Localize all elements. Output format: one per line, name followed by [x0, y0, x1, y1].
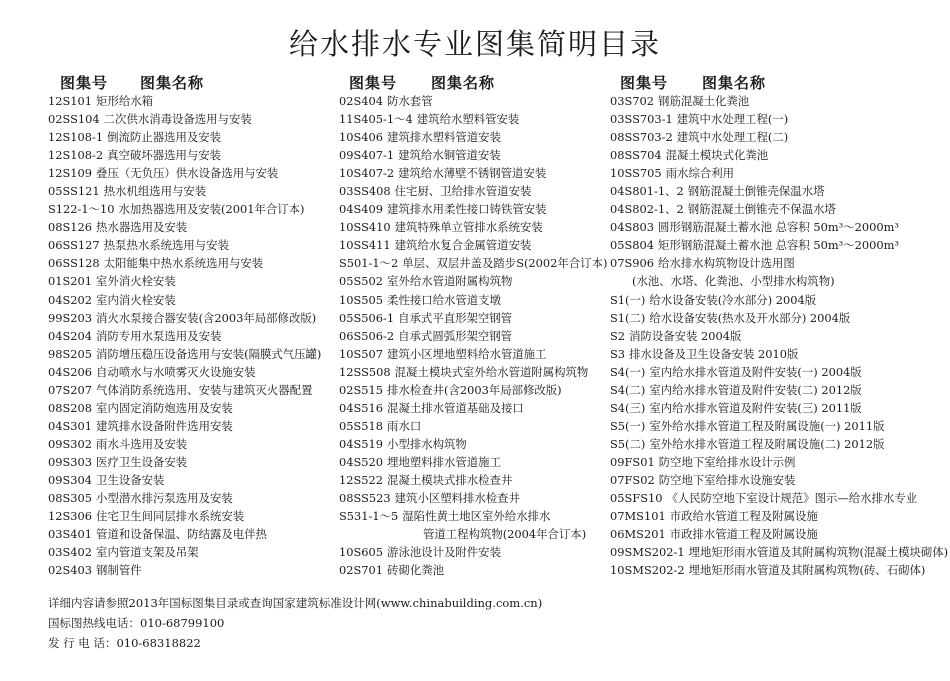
catalog-entry: [339, 327, 609, 345]
atlas-name: 柔性接口给水管道支墩: [387, 292, 501, 307]
atlas-number: 08SS703-2: [610, 130, 673, 145]
atlas-name: 钢筋混凝土倒锥壳不保温水塔: [687, 202, 836, 217]
atlas-number: 07MS101: [610, 509, 666, 524]
atlas-number: 09FS01: [610, 454, 655, 469]
header-name: 图集名称: [431, 74, 496, 92]
atlas-name: 室外给水排水管道工程及附属设施(一) 2011版: [649, 418, 885, 433]
atlas-number: S5(二): [610, 436, 646, 451]
atlas-name: 热泵热水系统选用与安装: [103, 238, 229, 253]
atlas-name: 埋地塑料排水管道施工: [387, 454, 501, 469]
catalog-entry: [339, 507, 609, 543]
atlas-name: 建筑排水设备附件选用安装: [96, 418, 233, 433]
catalog-entry: [339, 345, 609, 363]
catalog-entry: [339, 254, 609, 272]
atlas-number: 98S205: [48, 346, 93, 361]
atlas-name: 住宅卫生间同层排水系统安装: [96, 509, 245, 524]
atlas-name: 市政排水管道工程及附属设施: [669, 527, 818, 542]
atlas-name: 建筑小区埋地塑料给水管道施工: [387, 346, 547, 361]
atlas-number: 09S304: [48, 472, 93, 487]
atlas-number: 11S405-1～4: [339, 112, 413, 127]
atlas-number: S4(三): [610, 400, 646, 415]
catalog-entry: [48, 471, 333, 489]
atlas-number: 04S202: [48, 292, 93, 307]
atlas-name: 消防专用水泵选用及安装: [96, 328, 222, 343]
atlas-name: 医疗卫生设备安装: [96, 454, 188, 469]
catalog-entry: [339, 218, 609, 236]
catalog-entry: [610, 417, 940, 435]
catalog-entry: [48, 236, 333, 254]
atlas-number: 04S803: [610, 220, 655, 235]
header-code: 图集号: [620, 74, 669, 92]
atlas-number: 10S505: [339, 292, 384, 307]
distribution-phone-number: 010-68318822: [116, 636, 201, 650]
catalog-entry: [339, 435, 609, 453]
footer: [48, 593, 542, 653]
atlas-number: 03S702: [610, 94, 655, 108]
atlas-number: 04S409: [339, 202, 384, 217]
atlas-name: 自承式圆弧形架空钢管: [398, 328, 513, 343]
atlas-number: S501-1～2: [339, 256, 399, 271]
atlas-name: 给水设备安装(热水及开水部分) 2004版: [649, 310, 851, 325]
atlas-name: 消火水泵接合器安装(含2003年局部修改版): [96, 310, 317, 325]
hotline-label: 国标图热线电话：: [48, 616, 140, 630]
catalog-entry: [339, 471, 609, 489]
catalog-entry: [339, 363, 609, 381]
catalog-entry: [610, 291, 940, 309]
atlas-name: 室内给水排水管道及附件安装(一) 2004版: [649, 364, 862, 379]
header-name: 图集名称: [702, 74, 767, 92]
catalog-entry: [339, 543, 609, 561]
catalog-entry: [339, 381, 609, 399]
catalog-entry: [339, 110, 609, 128]
atlas-number: 09S303: [48, 454, 93, 469]
atlas-name: 住宅厨、卫给排水管道安装: [394, 184, 532, 199]
atlas-number: 04S516: [339, 400, 384, 415]
atlas-number: 10SS705: [610, 166, 662, 181]
catalog-entry: [48, 218, 333, 236]
atlas-name: 消防设备安装 2004版: [629, 328, 742, 343]
atlas-number: 03SS703-1: [610, 112, 673, 127]
catalog-entry: [610, 399, 940, 417]
atlas-name: 雨水综合利用: [665, 166, 735, 181]
header-code: 图集号: [60, 74, 109, 92]
catalog-entry: [610, 543, 949, 561]
atlas-number: 08S305: [48, 491, 93, 506]
catalog-entry: [48, 363, 333, 381]
atlas-number: 06SS128: [48, 256, 100, 271]
atlas-number: S531-1～5: [339, 509, 399, 524]
atlas-number: 10S407-2: [339, 166, 395, 181]
atlas-number: 04S301: [48, 418, 93, 433]
atlas-name: 真空破坏器选用与安装: [107, 148, 222, 163]
atlas-number: 05S502: [339, 274, 384, 289]
atlas-name: 热水机组选用与安装: [103, 184, 207, 199]
catalog-entry: [48, 345, 333, 363]
catalog-entry: [610, 254, 940, 272]
atlas-name: 排水检查井(含2003年局部修改版): [387, 382, 562, 397]
atlas-number: 03S401: [48, 527, 93, 542]
atlas-name: 小型潜水排污泵选用及安装: [96, 491, 233, 506]
catalog-entry: [48, 489, 333, 507]
catalog-entry: [339, 200, 609, 218]
atlas-number: 05S506-1: [339, 310, 395, 325]
atlas-number: S122-1～10: [48, 202, 115, 217]
catalog-entry: [48, 110, 333, 128]
catalog-column-3: [610, 72, 949, 579]
catalog-entry: [48, 561, 333, 579]
catalog-entry: [48, 507, 333, 525]
catalog-entry: [610, 218, 940, 236]
atlas-number: 10SMS202-2: [610, 563, 685, 578]
catalog-entry: [339, 128, 609, 146]
atlas-name: 雨水斗选用及安装: [96, 436, 188, 451]
atlas-name: 建筑排水塑料管道安装: [387, 130, 501, 145]
header-code: 图集号: [349, 74, 398, 92]
atlas-number: 05SFS10: [610, 491, 663, 506]
atlas-number: 04S520: [339, 454, 384, 469]
atlas-name: 建筑中水处理工程(一): [676, 112, 789, 127]
atlas-number: 03SS408: [339, 184, 391, 199]
catalog-entry: [48, 92, 333, 110]
atlas-number: 12S108-1: [48, 130, 104, 145]
atlas-number: 09S302: [48, 436, 93, 451]
atlas-name: 叠压（无负压）供水设备选用与安装: [96, 166, 279, 181]
catalog-entry: [339, 236, 609, 254]
atlas-name: 室内管道支架及吊架: [96, 545, 199, 560]
atlas-number: 09SMS202-1: [610, 545, 685, 560]
atlas-name: 防水套管: [387, 94, 433, 108]
catalog-entry: [610, 164, 940, 182]
atlas-number: 05SS121: [48, 184, 100, 199]
distribution-phone-label: 发 行 电 话：: [48, 636, 117, 650]
atlas-number: 08S208: [48, 400, 93, 415]
catalog-entry: [610, 236, 940, 254]
catalog-entry: [48, 435, 333, 453]
atlas-number: 08S126: [48, 220, 93, 235]
atlas-name: 混凝土模块式化粪池: [665, 148, 769, 163]
catalog-entry: [610, 309, 940, 327]
atlas-name: 热水器选用及安装: [96, 220, 188, 235]
atlas-number: 02S404: [339, 94, 384, 108]
atlas-number: 10S605: [339, 545, 384, 560]
atlas-name: (水池、水塔、化粪池、小型排水构筑物): [632, 274, 835, 289]
atlas-name: 自承式平直形架空钢管: [398, 310, 513, 325]
atlas-number: 02S515: [339, 382, 384, 397]
atlas-name: 管道和设备保温、防结露及电伴热: [96, 527, 267, 542]
catalog-entry: [48, 309, 333, 327]
column-header: [339, 72, 609, 92]
atlas-number: S2: [610, 328, 626, 343]
catalog-entry: [610, 363, 940, 381]
atlas-name: 建筑小区塑料排水检查井: [394, 491, 520, 506]
catalog-entry: [48, 327, 333, 345]
atlas-name: 圆形钢筋混凝土蓄水池 总容积 50m³～2000m³: [658, 220, 899, 235]
atlas-name: 《人民防空地下室设计规范》图示—给水排水专业: [666, 491, 918, 506]
atlas-number: 12SS508: [339, 364, 391, 379]
atlas-number: 12S109: [48, 166, 93, 181]
catalog-entry: [339, 417, 609, 435]
column-header: [610, 72, 940, 92]
atlas-name: 雨水口: [387, 418, 422, 433]
catalog-column-2: [339, 72, 609, 579]
catalog-entry: [610, 507, 940, 525]
atlas-number: S1(一): [610, 292, 646, 307]
catalog-entry: [48, 254, 333, 272]
catalog-entry: [339, 309, 609, 327]
atlas-name: 自动喷水与水喷雾灭火设施安装: [96, 364, 256, 379]
atlas-name: 室内给水排水管道及附件安装(三) 2011版: [649, 400, 862, 415]
catalog-entry: [48, 381, 333, 399]
atlas-name: 建筑排水用柔性接口铸铁管安装: [387, 202, 547, 217]
atlas-name: 给水设备安装(冷水部分) 2004版: [649, 292, 817, 307]
atlas-name: 砖砌化粪池: [387, 563, 445, 578]
footer-reference-note: 详细内容请参照2013年国标图集目录或查询国家建筑标准设计网(www.chinabuilding.com.cn): [48, 596, 543, 610]
atlas-name: 埋地矩形雨水管道及其附属构筑物(混凝土模块砌体): [688, 545, 949, 560]
atlas-name: 小型排水构筑物: [387, 436, 467, 451]
atlas-name: 气体消防系统选用、安装与建筑灭火器配置: [96, 382, 313, 397]
atlas-number: 07FS02: [610, 472, 655, 487]
atlas-number: 04S204: [48, 328, 93, 343]
catalog-entry: [48, 399, 333, 417]
catalog-entry: [339, 164, 609, 182]
catalog-entry: [339, 272, 609, 290]
catalog-entry: [339, 561, 609, 579]
column-header: [48, 72, 333, 92]
catalog-entry: [610, 146, 940, 164]
catalog-entry: [48, 128, 333, 146]
catalog-entry: [610, 327, 940, 345]
atlas-number: 08SS523: [339, 491, 391, 506]
atlas-number: 10SS411: [339, 238, 391, 253]
catalog-entry: [48, 543, 333, 561]
catalog-entry: [48, 164, 333, 182]
atlas-name: 混凝土模块式室外给水管道附属构筑物: [394, 364, 589, 379]
atlas-number: 99S203: [48, 310, 93, 325]
atlas-number: S1(二): [610, 310, 646, 325]
atlas-name: 防空地下室给排水设计示例: [658, 454, 796, 469]
atlas-name: 建筑给水塑料管安装: [416, 112, 520, 127]
atlas-number: 12S101: [48, 94, 93, 108]
atlas-number: 03S402: [48, 545, 93, 560]
atlas-name: 建筑中水处理工程(二): [676, 130, 789, 145]
atlas-name: 建筑给水薄壁不锈钢管道安装: [398, 166, 547, 181]
catalog-entry: [610, 561, 940, 579]
atlas-number: 12S522: [339, 472, 384, 487]
atlas-name: 排水设备及卫生设备安装 2010版: [629, 346, 799, 361]
atlas-number: 07S207: [48, 382, 93, 397]
catalog-entry: [339, 92, 609, 110]
atlas-name: 钢筋混凝土化粪池: [658, 94, 750, 108]
atlas-name: 建筑特殊单立管排水系统安装: [394, 220, 543, 235]
atlas-name: 矩形给水箱: [96, 94, 154, 108]
atlas-name: 矩形钢筋混凝土蓄水池 总容积 50m³～2000m³: [658, 238, 899, 253]
atlas-name: 室内消火栓安装: [96, 292, 176, 307]
atlas-name: 室内固定消防炮选用及安装: [96, 400, 233, 415]
catalog-entry: [48, 200, 333, 218]
catalog-entry: [610, 381, 940, 399]
atlas-name: 单层、双层井盖及踏步S(2002年合订本): [402, 256, 608, 271]
catalog-entry: [610, 435, 940, 453]
atlas-number: S5(一): [610, 418, 646, 433]
hotline-row: [48, 613, 542, 633]
catalog-entry: [339, 291, 609, 309]
atlas-number: 06MS201: [610, 527, 666, 542]
catalog-entry: [339, 453, 609, 471]
atlas-number: 04S519: [339, 436, 384, 451]
catalog-entry: [610, 92, 940, 110]
atlas-number: 10S507: [339, 346, 384, 361]
atlas-number: 04S801-1、2: [610, 184, 684, 199]
atlas-name: 室外给水管道附属构筑物: [387, 274, 513, 289]
catalog-entry: [610, 128, 940, 146]
catalog-entry: [48, 291, 333, 309]
atlas-name: 卫生设备安装: [96, 472, 165, 487]
atlas-number: 07S906: [610, 256, 655, 271]
atlas-name-continued: 管道工程构筑物(2004年合订本): [423, 527, 587, 542]
atlas-name: 二次供水消毒设备选用与安装: [103, 112, 252, 127]
atlas-number: 02S701: [339, 563, 384, 578]
atlas-number: 02S403: [48, 563, 93, 578]
atlas-number: 12S108-2: [48, 148, 104, 163]
atlas-number: S4(二): [610, 382, 646, 397]
atlas-name: 游泳池设计及附件安装: [387, 545, 501, 560]
hotline-number: 010-68799100: [140, 616, 225, 630]
atlas-name: 建筑给水铜管道安装: [398, 148, 501, 163]
catalog-entry: [610, 525, 940, 543]
atlas-number: 12S306: [48, 509, 93, 524]
atlas-name: 太阳能集中热水系统选用与安装: [103, 256, 264, 271]
atlas-number: 05S518: [339, 418, 384, 433]
atlas-name: 钢筋混凝土倒锥壳保温水塔: [687, 184, 825, 199]
atlas-name: 埋地矩形雨水管道及其附属构筑物(砖、石砌体): [688, 563, 926, 578]
atlas-number: 02SS104: [48, 112, 100, 127]
catalog-entry: [48, 182, 333, 200]
header-name: 图集名称: [140, 74, 205, 92]
atlas-number: 04S206: [48, 364, 93, 379]
atlas-name: 钢制管件: [96, 563, 142, 578]
atlas-number: S3: [610, 346, 626, 361]
catalog-entry: [339, 489, 609, 507]
atlas-name: 建筑给水复合金属管道安装: [394, 238, 532, 253]
catalog-entry: [48, 146, 333, 164]
atlas-name: 混凝土排水管道基础及接口: [387, 400, 524, 415]
atlas-name: 室内给水排水管道及附件安装(二) 2012版: [649, 382, 862, 397]
atlas-number: S4(一): [610, 364, 646, 379]
atlas-name: 防空地下室给排水设施安装: [658, 472, 796, 487]
atlas-name: 混凝土模块式排水检查井: [387, 472, 513, 487]
catalog-entry: [610, 272, 940, 290]
atlas-name: 市政给水管道工程及附属设施: [669, 509, 818, 524]
atlas-number: 09S407-1: [339, 148, 395, 163]
catalog-entry: [339, 146, 609, 164]
atlas-name: 湿陷性黄土地区室外给水排水: [402, 509, 551, 524]
catalog-entry: [339, 399, 609, 417]
catalog-entry: [610, 345, 940, 363]
atlas-number: 05S804: [610, 238, 655, 253]
atlas-name: 水加热器选用及安装(2001年合订本): [118, 202, 305, 217]
catalog-entry: [610, 110, 940, 128]
catalog-entry: [48, 417, 333, 435]
atlas-name: 室外给水排水管道工程及附属设施(二) 2012版: [649, 436, 885, 451]
atlas-number: 08SS704: [610, 148, 662, 163]
catalog-entry: [48, 272, 333, 290]
catalog-entry: [610, 182, 940, 200]
atlas-number: 01S201: [48, 274, 93, 289]
distribution-phone-row: [48, 633, 542, 653]
atlas-number: 10S406: [339, 130, 384, 145]
catalog-column-1: [48, 72, 333, 579]
catalog-entry: [48, 525, 333, 543]
page-title: 给水排水专业图集简明目录: [288, 27, 661, 61]
atlas-number: 06SS127: [48, 238, 100, 253]
atlas-name: 倒流防止器选用及安装: [107, 130, 222, 145]
catalog-entry: [610, 453, 940, 471]
catalog-entry: [610, 489, 940, 507]
atlas-name: 室外消火栓安装: [96, 274, 176, 289]
atlas-number: 06S506-2: [339, 328, 395, 343]
catalog-entry: [610, 471, 940, 489]
atlas-name: 给水排水构筑物设计选用图: [658, 256, 795, 271]
atlas-number: 10SS410: [339, 220, 391, 235]
atlas-number: 04S802-1、2: [610, 202, 684, 217]
atlas-name: 消防增压稳压设备选用与安装(隔膜式气压罐): [96, 346, 322, 361]
catalog-entry: [48, 453, 333, 471]
catalog-entry: [339, 182, 609, 200]
catalog-entry: [610, 200, 940, 218]
